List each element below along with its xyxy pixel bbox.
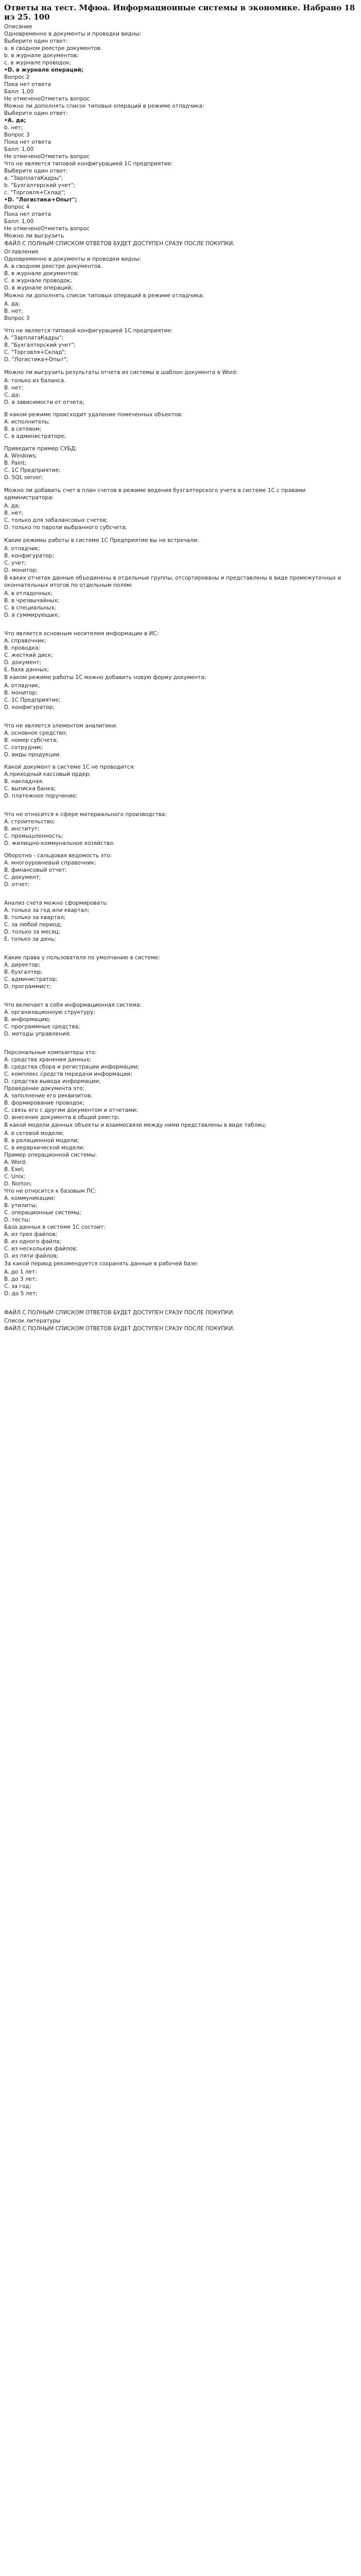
text-line: B. конфигуратор; bbox=[4, 553, 54, 559]
text-line: B. финансовый отчет; bbox=[4, 867, 67, 873]
text-line: D. в суммирующих; bbox=[4, 612, 60, 618]
text-line: В какой модели данных объекты и взаимосвязи между ними представлены в виде таблиц: bbox=[4, 1122, 267, 1128]
text-line: B. "Бухгалтерский учет"; bbox=[4, 342, 76, 348]
text-line: B. в чрезвычайных; bbox=[4, 598, 60, 604]
text-line: ФАЙЛ С ПОЛНЫМ СПИСКОМ ОТВЕТОВ БУДЕТ ДОСТУПЕН СРАЗУ ПОСЛЕ ПОКУПКИ. bbox=[4, 1310, 235, 1316]
text-line: Какие режимы работы в системе 1С Предприятие вы не встречали: bbox=[4, 537, 199, 544]
text-line: B. накладная. bbox=[4, 778, 44, 785]
line-spacer bbox=[4, 1297, 357, 1309]
text-line: D. жилищно-коммунальное хозяйство. bbox=[4, 840, 115, 846]
text-line: За какой период рекомендуется сохранять данные в рабочей базе: bbox=[4, 1261, 199, 1267]
text-line: A. только из баланса. bbox=[4, 378, 66, 384]
text-line: D. платежное поручение; bbox=[4, 793, 78, 799]
text-line: D. SQL server; bbox=[4, 474, 43, 481]
text-line: D. из пяти файлов; bbox=[4, 1253, 59, 1259]
text-line: D. в журнале операций; bbox=[4, 285, 73, 291]
text-line: C. администратор; bbox=[4, 976, 58, 982]
text-line: B. до 3 лет; bbox=[4, 1276, 37, 1282]
text-line: A. "ЗарплатаКадры"; bbox=[4, 335, 64, 341]
text-line: B. нет; bbox=[4, 510, 23, 516]
text-line: Не отмеченоОтметить вопрос bbox=[4, 154, 90, 160]
text-line: B. Paint; bbox=[4, 460, 27, 466]
text-line: Пример операционной системы: bbox=[4, 1152, 97, 1158]
text-line: B. средства сбора и регистрации информации; bbox=[4, 1064, 140, 1070]
text-line: D. программист; bbox=[4, 984, 51, 990]
text-line: A. в сводном реестре документов. bbox=[4, 263, 102, 269]
line-spacer bbox=[4, 322, 357, 327]
text-line: В каком режиме работы 1С можно добавить новую форму документа: bbox=[4, 674, 207, 681]
text-line: B. только за квартал; bbox=[4, 914, 66, 921]
selected-answer-line: •D. "Логистика+Опыт"; bbox=[4, 197, 77, 203]
text-line: C. операционные системы; bbox=[4, 1210, 81, 1216]
line-spacer bbox=[4, 1038, 357, 1049]
text-line: A. директор; bbox=[4, 962, 40, 968]
text-line: Можно ли дополнять список типовых операций в режиме отладчика: bbox=[4, 293, 204, 299]
text-line: D. внесение документа в общий реестр; bbox=[4, 1114, 120, 1121]
text-line: C. учет; bbox=[4, 560, 26, 566]
text-line: A. средства хранения данных; bbox=[4, 1057, 92, 1063]
text-line: Оборотно - сальдовая ведомость это: bbox=[4, 853, 112, 859]
text-line: C. жесткий диск; bbox=[4, 652, 53, 658]
text-line: Приведите пример СУБД: bbox=[4, 446, 77, 452]
text-line: A. заполнение его реквизитов; bbox=[4, 1093, 93, 1099]
line-spacer bbox=[4, 943, 357, 954]
text-line: C. программные средства; bbox=[4, 1024, 80, 1030]
text-line: Что является основным носителем информации в ИС: bbox=[4, 631, 159, 637]
text-line: D. конфигуратор; bbox=[4, 704, 55, 710]
line-spacer bbox=[4, 531, 357, 536]
text-line: База данных в системе 1С состоит: bbox=[4, 1224, 106, 1230]
text-line: B. нет; bbox=[4, 308, 23, 314]
text-line: E. только за день; bbox=[4, 936, 56, 942]
text-line: C. документ; bbox=[4, 874, 41, 880]
text-line: В каких отчетах данные объединены в отдельные группы, отсортированы и представлены в виде промежуточных и окончательных итогов по отдельным полям: bbox=[4, 575, 341, 588]
line-spacer bbox=[4, 363, 357, 368]
selected-answer-line: •A. да; bbox=[4, 117, 26, 124]
text-line: a. в сводном реестре документов. bbox=[4, 45, 102, 52]
line-spacer bbox=[4, 440, 357, 445]
text-line: D. "Логистика+Опыт"; bbox=[4, 357, 68, 363]
line-spacer bbox=[4, 800, 357, 811]
text-line: Балл: 1,00 bbox=[4, 146, 34, 152]
text-line: Что не относится к базовым ПС: bbox=[4, 1188, 96, 1194]
text-line: c. "Торговля+Склад"; bbox=[4, 190, 66, 196]
text-line: B. утилиты; bbox=[4, 1202, 38, 1209]
text-line: C. промышленность; bbox=[4, 833, 63, 839]
text-line: A. только за год или квартал; bbox=[4, 907, 90, 913]
line-spacer bbox=[4, 888, 357, 900]
text-line: C. в иерархической модели; bbox=[4, 1145, 85, 1151]
text-line: B. в реляционной модели; bbox=[4, 1138, 79, 1144]
text-line: B. институт; bbox=[4, 826, 40, 832]
text-line: D. тесты; bbox=[4, 1217, 31, 1223]
text-line: D. в зависимости от отчета; bbox=[4, 399, 84, 405]
text-line: C. 1С Предприятие; bbox=[4, 467, 61, 473]
line-spacer bbox=[4, 481, 357, 486]
text-line: Можно ли дополнять список типовых операций в режиме отладчика: bbox=[4, 103, 204, 109]
text-line: B. из одного файла; bbox=[4, 1239, 61, 1245]
text-line: A. основное средство; bbox=[4, 730, 67, 736]
text-line: A. исполнитель; bbox=[4, 419, 50, 425]
text-line: C. за год; bbox=[4, 1283, 31, 1290]
text-line: Вопрос 4 bbox=[4, 204, 30, 210]
text-line: Балл: 1,00 bbox=[4, 89, 34, 95]
text-line: Вопрос 3 bbox=[4, 315, 30, 321]
text-line: B. проводка; bbox=[4, 645, 41, 651]
line-spacer bbox=[4, 619, 357, 630]
text-line: Проведение документа это: bbox=[4, 1086, 85, 1092]
text-line: Что не является типовой конфигурацией 1С предприятие: bbox=[4, 161, 173, 167]
text-line: A. до 1 лет; bbox=[4, 1269, 37, 1275]
text-line: Пока нет ответа bbox=[4, 139, 51, 145]
text-line: C. из нескольких файлов; bbox=[4, 1246, 78, 1252]
text-line: b. в журнале документов; bbox=[4, 53, 79, 59]
text-line: Анализ счета можно сформировать: bbox=[4, 900, 108, 906]
text-line: A. в сетевой модели; bbox=[4, 1130, 64, 1137]
text-line: D. методы управления; bbox=[4, 1031, 71, 1037]
text-line: C. Unix; bbox=[4, 1174, 26, 1180]
text-line: Что не является элементом аналитики: bbox=[4, 723, 118, 729]
text-line: C. комплекс средств передачи информации; bbox=[4, 1071, 132, 1077]
text-line: B. монитор; bbox=[4, 690, 38, 696]
text-line: Балл: 1,00 bbox=[4, 218, 34, 225]
text-line: Какой документ в системе 1С не проводится: bbox=[4, 764, 135, 770]
text-line: Выберите один ответ: bbox=[4, 168, 68, 174]
text-line: Что включает в себя информационная система: bbox=[4, 1002, 142, 1008]
text-line: C. в журнале проводок; bbox=[4, 278, 72, 284]
text-line: Пока нет ответа bbox=[4, 211, 51, 217]
text-line: A. да; bbox=[4, 503, 20, 509]
text-line: E. база данных; bbox=[4, 667, 49, 673]
text-line: Можно ли выгрузить результаты отчета из системы в шаблон документа в Word: bbox=[4, 369, 238, 376]
text-line: A. Word; bbox=[4, 1159, 27, 1165]
text-line: c. в журнале проводок; bbox=[4, 60, 72, 66]
text-line: B. номер субсчета; bbox=[4, 737, 58, 743]
text-line: B. формирование проводок; bbox=[4, 1100, 85, 1106]
text-line: Можно ли добавить счет в план счетов в режиме ведения бухгалтерского учета в системе 1С с правами администратора: bbox=[4, 487, 306, 501]
document-body bbox=[4, 23, 357, 1333]
line-spacer bbox=[4, 990, 357, 1002]
text-line: D. до 5 лет; bbox=[4, 1291, 38, 1297]
text-line: D. только за месяц; bbox=[4, 929, 60, 935]
text-line: Описание bbox=[4, 24, 32, 30]
text-line: C. сотрудник; bbox=[4, 744, 44, 751]
text-line: C. связь его с другим документом и отчетами; bbox=[4, 1107, 138, 1113]
text-line: D. Norton; bbox=[4, 1181, 32, 1187]
text-line: ФАЙЛ С ПОЛНЫМ СПИСКОМ ОТВЕТОВ БУДЕТ ДОСТУПЕН СРАЗУ ПОСЛЕ ПОКУПКИ. bbox=[4, 241, 235, 247]
text-line: B. информацию; bbox=[4, 1016, 51, 1023]
text-line: Одновременно в документы и проводки видны: bbox=[4, 31, 142, 37]
text-line: A. Windows; bbox=[4, 453, 38, 459]
text-line: D. документ; bbox=[4, 659, 41, 666]
text-line: B. в журнале документов; bbox=[4, 270, 79, 277]
text-line: B. Exel; bbox=[4, 1166, 25, 1173]
text-line: Выберите один ответ: bbox=[4, 110, 68, 116]
text-line: C. выписка банка; bbox=[4, 786, 56, 792]
text-line: C. "Торговля+Склад"; bbox=[4, 349, 66, 355]
text-line: A. многоуровневый справочник; bbox=[4, 860, 96, 866]
text-line: Одновременно в документы и проводки видны: bbox=[4, 256, 142, 262]
text-line: B. нет; bbox=[4, 385, 23, 391]
text-line: A. организационную структуру; bbox=[4, 1009, 95, 1015]
text-line: A. справочник; bbox=[4, 638, 46, 644]
text-line: C. за любой период; bbox=[4, 922, 62, 928]
text-line: A. да; bbox=[4, 301, 20, 307]
text-line: Список литературы bbox=[4, 1318, 61, 1324]
line-spacer bbox=[4, 758, 357, 764]
text-line: A. в отладочных; bbox=[4, 590, 53, 597]
text-line: b. нет; bbox=[4, 125, 23, 131]
text-line: Какие права у пользователя по умолчанию в системе: bbox=[4, 955, 160, 961]
text-line: D. отчет; bbox=[4, 882, 30, 888]
text-line: D. средства вывода информации; bbox=[4, 1078, 101, 1084]
text-line: Оглавление bbox=[4, 249, 39, 255]
text-line: C. 1С Предприятие; bbox=[4, 697, 61, 703]
text-line: A. коммуникации; bbox=[4, 1195, 56, 1201]
text-line: A. строительство; bbox=[4, 819, 55, 825]
text-line: Выберите один ответ: bbox=[4, 38, 68, 44]
text-line: Вопрос 3 bbox=[4, 132, 30, 138]
text-line: A. отладчик; bbox=[4, 546, 40, 552]
text-line: C. в администраторе; bbox=[4, 433, 66, 439]
text-line: Что не является типовой конфигурацией 1С предприятие: bbox=[4, 328, 173, 334]
text-line: Можно ли выгрузить bbox=[4, 233, 64, 239]
text-line: A. отладчик; bbox=[4, 683, 40, 689]
text-line: ФАЙЛ С ПОЛНЫМ СПИСКОМ ОТВЕТОВ БУДЕТ ДОСТУПЕН СРАЗУ ПОСЛЕ ПОКУПКИ. bbox=[4, 1326, 235, 1332]
text-line: a. "ЗарплатаКадры"; bbox=[4, 175, 63, 181]
text-line: Что не относится к сфере материального производства: bbox=[4, 811, 167, 818]
text-line: Не отмеченоОтметить вопрос bbox=[4, 96, 90, 102]
text-line: Вопрос 2 bbox=[4, 74, 30, 80]
document-title: Ответы на тест. Мфюа. Информационные системы в экономике. Набрано 18 из 25. 100 bbox=[4, 3, 355, 22]
line-spacer bbox=[4, 711, 357, 722]
selected-answer-line: •D. в журнале операций; bbox=[4, 67, 83, 73]
text-line: B. в сетевом; bbox=[4, 426, 42, 432]
text-line: Не отмеченоОтметить вопрос bbox=[4, 226, 90, 232]
text-line: C. в специальных; bbox=[4, 605, 56, 611]
text-line: b. "Бухгалтерский учет"; bbox=[4, 182, 76, 189]
text-line: В каком режиме происходит удаление помеченных объектов: bbox=[4, 412, 183, 418]
text-line: Пока нет ответа bbox=[4, 81, 51, 88]
text-line: A.приходный кассовый ордер; bbox=[4, 771, 91, 777]
text-line: C. только для забалансовых счетов; bbox=[4, 517, 108, 523]
text-line: A. из трех файлов; bbox=[4, 1231, 58, 1238]
line-spacer bbox=[4, 847, 357, 852]
text-line: B. бухгалтер; bbox=[4, 969, 43, 975]
text-line: D. виды продукции. bbox=[4, 752, 61, 758]
text-line: C. да; bbox=[4, 392, 21, 398]
text-line: Персональные компьютеры это: bbox=[4, 1049, 97, 1056]
line-spacer bbox=[4, 406, 357, 411]
text-line: D. только по пароли выбранного субсчета; bbox=[4, 524, 127, 531]
text-line: D. монитор; bbox=[4, 567, 38, 573]
